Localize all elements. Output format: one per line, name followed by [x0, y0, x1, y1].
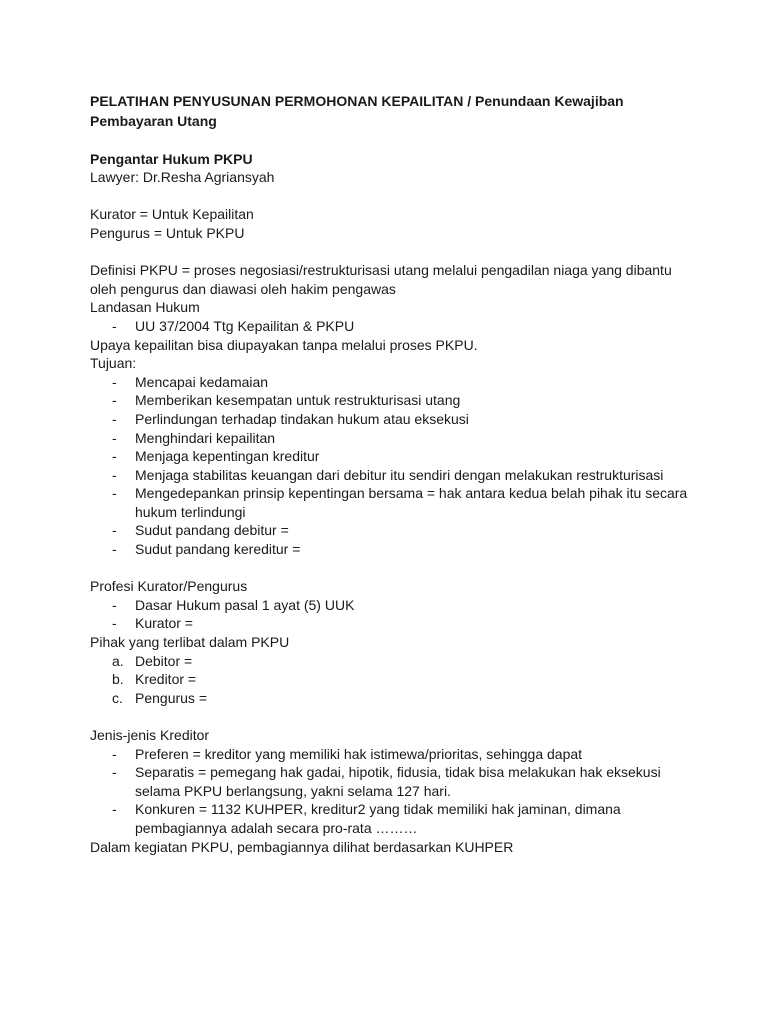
bullet-marker: -	[112, 615, 117, 632]
closing-line: Dalam kegiatan PKPU, pembagiannya dilihat berdasarkan KUHPER	[90, 838, 514, 855]
list-item	[90, 800, 690, 837]
list-item	[90, 466, 690, 485]
jenis-list	[90, 745, 690, 838]
bullet-marker: -	[112, 745, 117, 762]
list-item-text: Mencapai kedamaian	[135, 373, 269, 390]
list-item	[90, 540, 690, 559]
kurator-definition: Kurator = Untuk Kepailitan	[90, 206, 254, 223]
pihak-list	[90, 652, 690, 708]
spacer	[90, 707, 690, 726]
letter-marker: b.	[112, 671, 124, 688]
bullet-marker: -	[112, 801, 117, 818]
list-item	[90, 429, 690, 448]
list-item-text: Separatis = pemegang hak gadai, hipotik, fidusia, tidak bisa melakukan hak eksekusi selama PKPU berlangsung, yakni selama 127 hari.	[135, 764, 661, 799]
bullet-marker: -	[112, 485, 117, 502]
tujuan-list	[90, 373, 690, 559]
list-item-text: Menjaga stabilitas keuangan dari debitur itu sendiri dengan melakukan restrukturisasi	[135, 466, 664, 483]
bullet-marker: -	[112, 522, 117, 539]
spacer	[90, 131, 690, 150]
list-item	[90, 596, 690, 615]
jenis-heading: Jenis-jenis Kreditor	[90, 727, 210, 743]
list-item	[90, 521, 690, 540]
list-item	[90, 447, 690, 466]
profesi-heading: Profesi Kurator/Pengurus	[90, 578, 248, 595]
bullet-marker: -	[112, 466, 117, 483]
list-item-text: Memberikan kesempatan untuk restrukturisasi utang	[135, 392, 461, 409]
bullet-marker: -	[112, 317, 117, 334]
list-item-text: Debitor =	[135, 652, 193, 669]
spacer	[90, 187, 690, 206]
pengurus-definition: Pengurus = Untuk PKPU	[90, 224, 245, 241]
list-item	[90, 391, 690, 410]
tujuan-heading: Tujuan:	[90, 355, 137, 372]
bullet-marker: -	[112, 410, 117, 427]
list-item-text: Sudut pandang kereditur =	[135, 541, 301, 558]
list-item	[90, 317, 690, 336]
section-title: Pengantar Hukum PKPU	[90, 150, 253, 167]
letter-marker: c.	[112, 689, 123, 706]
list-item-text: UU 37/2004 Ttg Kepailitan & PKPU	[135, 317, 355, 334]
document-title: PELATIHAN PENYUSUNAN PERMOHONAN KEPAILITAN / Penundaan Kewajiban Pembayaran Utang	[90, 93, 624, 129]
spacer	[90, 559, 690, 578]
list-item	[90, 745, 690, 764]
bullet-marker: -	[112, 448, 117, 465]
list-item-text: Sudut pandang debitur =	[135, 522, 289, 539]
lawyer-line: Lawyer: Dr.Resha Agriansyah	[90, 169, 275, 186]
list-item-text: Pengurus =	[135, 689, 207, 706]
list-item-text: Konkuren = 1132 KUHPER, kreditur2 yang tidak memiliki hak jaminan, dimana pembagiannya adalah secara pro-rata ………	[135, 801, 621, 836]
spacer	[90, 243, 690, 262]
bullet-marker: -	[112, 541, 117, 558]
landasan-list	[90, 317, 690, 336]
upaya-line: Upaya kepailitan bisa diupayakan tanpa melalui proses PKPU.	[90, 336, 478, 353]
landasan-heading: Landasan Hukum	[90, 299, 200, 316]
list-item-text: Kurator =	[135, 615, 193, 632]
profesi-list	[90, 596, 690, 633]
list-item-text: Menghindari kepailitan	[135, 429, 276, 446]
list-item-text: Mengedepankan prinsip kepentingan bersama = hak antara kedua belah pihak itu secara hukum terlindungi	[135, 485, 688, 520]
list-item-text: Kreditor =	[135, 671, 197, 688]
pihak-heading: Pihak yang terlibat dalam PKPU	[90, 634, 290, 651]
list-item	[90, 410, 690, 429]
bullet-marker: -	[112, 429, 117, 446]
list-item	[90, 670, 690, 689]
document-body	[90, 92, 690, 856]
list-item	[90, 373, 690, 392]
bullet-marker: -	[112, 392, 117, 409]
list-item	[90, 763, 690, 800]
list-item	[90, 614, 690, 633]
list-item	[90, 652, 690, 671]
list-item-text: Preferen = kreditor yang memiliki hak istimewa/prioritas, sehingga dapat	[135, 745, 583, 762]
bullet-marker: -	[112, 373, 117, 390]
list-item	[90, 689, 690, 708]
list-item-text: Menjaga kepentingan kreditur	[135, 448, 320, 465]
list-item-text: Perlindungan terhadap tindakan hukum atau eksekusi	[135, 410, 469, 427]
list-item	[90, 484, 690, 521]
bullet-marker: -	[112, 596, 117, 613]
bullet-marker: -	[112, 764, 117, 781]
letter-marker: a.	[112, 652, 124, 669]
pkpu-definition: Definisi PKPU = proses negosiasi/restrukturisasi utang melalui pengadilan niaga yang dibantu oleh pengurus dan diawasi oleh hakim pengawas	[90, 262, 672, 297]
list-item-text: Dasar Hukum pasal 1 ayat (5) UUK	[135, 596, 355, 613]
